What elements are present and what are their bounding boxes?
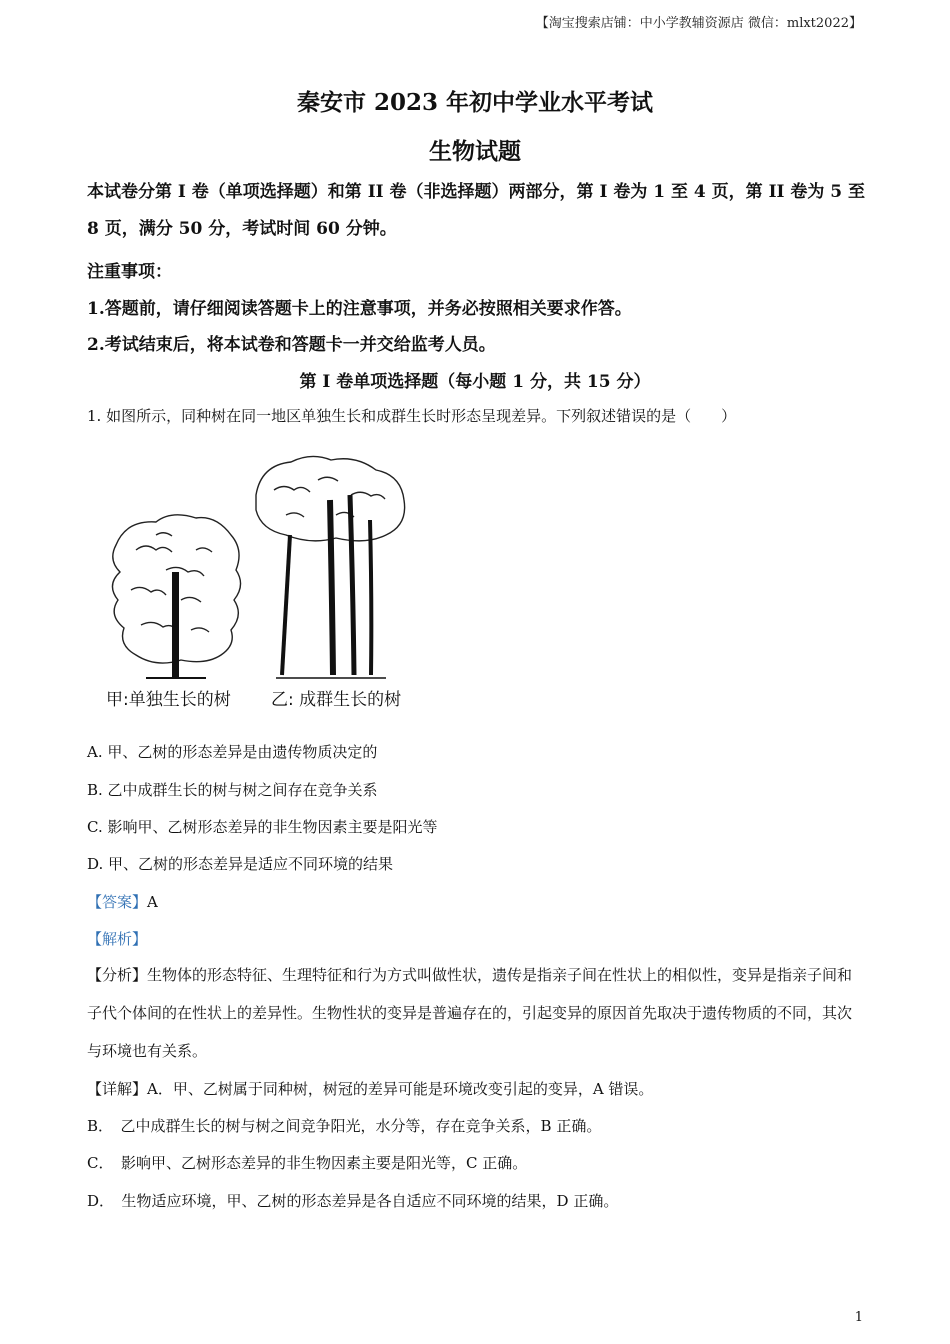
analysis-tag: 【解析】 [87,930,148,948]
figure-label-crowded: 乙: 成群生长的树 [271,690,402,710]
detail-line-c: C． 影响甲、乙树形态差异的非生物因素主要是阳光等，C 正确。 [87,1154,528,1172]
analysis-paragraph: 【分析】生物体的形态特征、生理特征和行为方式叫做性状，遗传是指亲子间在性状上的相似性，变异是指亲子间和子代个体间的在性状上的差异性。生物性状的变异是普遍存在的，引起变异的原因首先取决于遗传物质的不同，其次与环境也有关系。 [87,966,853,1060]
option-c: C. 影响甲、乙树形态差异的非生物因素主要是阳光等 [87,818,438,836]
option-a: A. 甲、乙树的形态差异是由遗传物质决定的 [87,743,378,761]
answer-line [87,891,158,912]
answer-value: A [147,893,158,911]
solitary-tree-illustration [112,515,240,678]
exam-intro: 本试卷分第 I 卷（单项选择题）和第 II 卷（非选择题）两部分，第 I 卷为 1 至 4 页，第 II 卷为 5 至 8 页，满分 50 分，考试时间 60 分钟。 [87,182,866,239]
page-number: 1 [854,1310,863,1325]
section-heading: 第 I 卷单项选择题（每小题 1 分，共 15 分） [299,372,651,392]
detail-line-b: B． 乙中成群生长的树与树之间竞争阳光，水分等，存在竞争关系，B 正确。 [87,1117,602,1135]
option-b: B. 乙中成群生长的树与树之间存在竞争关系 [87,781,378,799]
notice-item-2: 2.考试结束后，将本试卷和答题卡一并交给监考人员。 [87,335,496,355]
trees-figure [96,450,426,720]
exam-title: 秦安市 2023 年初中学业水平考试 [296,89,654,116]
question-stem: 1. 如图所示，同种树在同一地区单独生长和成群生长时形态呈现差异。下列叙述错误的是（ ） [87,407,737,425]
figure-label-solitary: 甲:单独生长的树 [106,690,231,710]
option-d: D. 甲、乙树的形态差异是适应不同环境的结果 [87,855,394,873]
detail-line-d: D． 生物适应环境，甲、乙树的形态差异是各自适应不同环境的结果，D 正确。 [87,1192,619,1210]
crowded-trees-illustration [256,456,405,678]
detail-line-a: 【详解】A．甲、乙树属于同种树，树冠的差异可能是环境改变引起的变异，A 错误。 [87,1080,654,1098]
exam-subject-title: 生物试题 [429,138,521,165]
notice-item-1: 1.答题前，请仔细阅读答题卡上的注意事项，并务必按照相关要求作答。 [87,299,632,319]
notice-heading: 注重事项： [87,262,172,282]
header-note: 【淘宝搜索店铺：中小学教辅资源店 微信：mlxt2022】 [535,16,862,31]
answer-tag: 【答案】 [87,893,148,911]
